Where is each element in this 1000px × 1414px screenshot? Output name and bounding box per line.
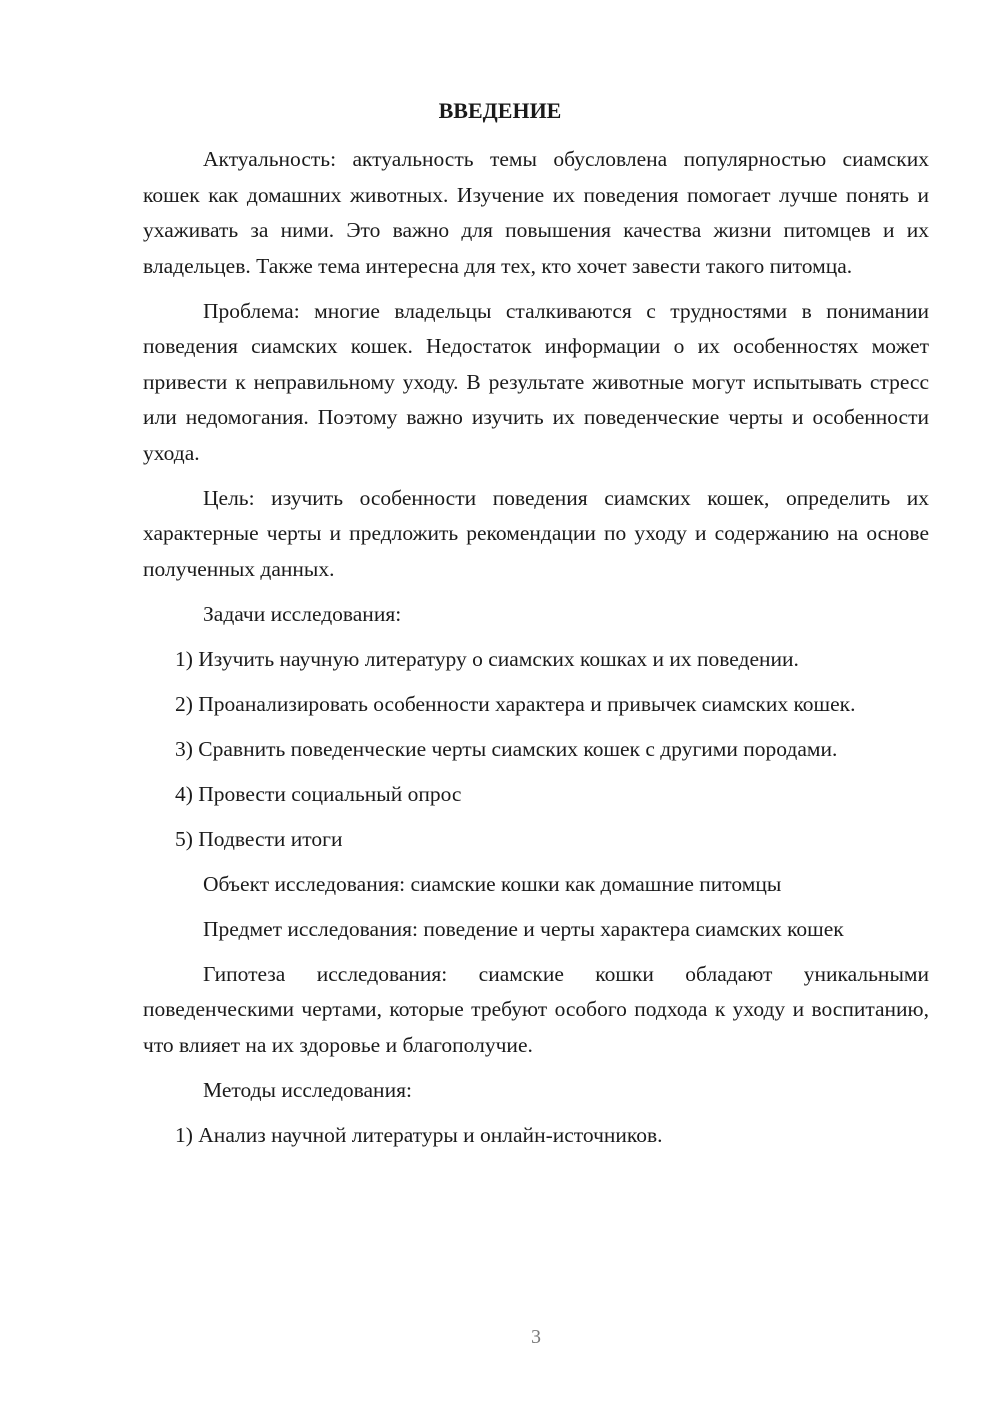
methods-label: Методы исследования: bbox=[203, 1077, 412, 1102]
goal-paragraph: Цель: изучить особенности поведения сиамских кошек, определить их характерные черты и предложить рекомендации по уходу и содержанию на основе полученных данных. bbox=[143, 485, 929, 581]
hypothesis-paragraph: Гипотеза исследования: сиамские кошки обладают уникальными поведенческими чертами, которые требуют особого подхода к уходу и воспитанию, что влияет на их здоровье и благополучие. bbox=[143, 961, 929, 1057]
method-item: 1) Анализ научной литературы и онлайн-источников. bbox=[175, 1122, 663, 1147]
task-item: 2) Проанализировать особенности характера и привычек сиамских кошек. bbox=[175, 691, 856, 716]
section-heading: ВВЕДЕНИЕ bbox=[438, 98, 562, 123]
body-text bbox=[143, 142, 929, 1163]
task-item: 5) Подвести итоги bbox=[175, 826, 343, 851]
task-item: 1) Изучить научную литературу о сиамских кошках и их поведении. bbox=[175, 646, 799, 671]
tasks-label: Задачи исследования: bbox=[203, 601, 402, 626]
task-item: 4) Провести социальный опрос bbox=[175, 781, 462, 806]
subject-paragraph: Предмет исследования: поведение и черты характера сиамских кошек bbox=[203, 916, 844, 941]
page-number: 3 bbox=[531, 1326, 541, 1348]
relevance-paragraph: Актуальность: актуальность темы обусловлена популярностью сиамских кошек как домашних животных. Изучение их поведения помогает лучше понять и ухаживать за ними. Это важно для повышения качества жизни питомцев и их владельцев. Также тема интересна для тех, кто хочет завести такого питомца. bbox=[143, 147, 929, 278]
object-paragraph: Объект исследования: сиамские кошки как домашние питомцы bbox=[203, 871, 782, 896]
problem-paragraph: Проблема: многие владельцы сталкиваются с трудностями в понимании поведения сиамских кошек. Недостаток информации о их особенностях может привести к неправильному уходу. В результате животные могут испытывать стресс или недомогания. Поэтому важно изучить их поведенческие черты и особенности ухода. bbox=[143, 298, 929, 465]
task-item: 3) Сравнить поведенческие черты сиамских кошек с другими породами. bbox=[175, 736, 838, 761]
